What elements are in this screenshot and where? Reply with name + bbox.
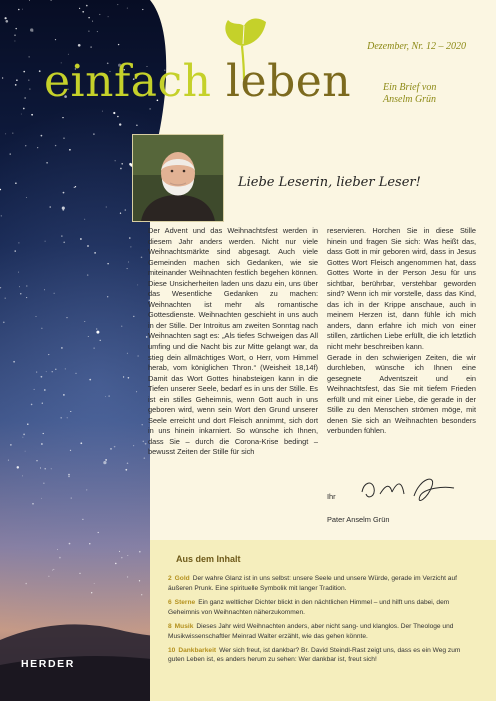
contents-item (168, 598, 476, 617)
publisher-logo: HERDER (21, 658, 75, 670)
handwritten-signature (358, 472, 458, 506)
item-page: 10 (168, 646, 176, 654)
issue-date: Dezember, Nr. 12 – 2020 (367, 41, 466, 52)
letter-column-1 (148, 226, 318, 458)
author-portrait (132, 134, 224, 222)
title-part-leben: leben (225, 56, 352, 107)
item-text: Ein ganz weltlicher Dichter blickt in den nächtlichen Himmel – und hilft uns dabei, dem Geheimnis von Weihnachten näherzukommen. (168, 598, 450, 616)
item-text: Der wahre Glanz ist in uns selbst: unsere Seele und unsere Würde, gerade im Verzicht auf äußeren Prunk. Eine spirituelle Symbolik mit langer Tradition. (168, 575, 457, 592)
item-keyword: Gold (174, 575, 190, 582)
contents-list (168, 574, 476, 670)
author-name: Pater Anselm Grün (327, 515, 390, 524)
title-part-einfach: einfach (44, 56, 212, 107)
item-keyword: Sterne (174, 598, 196, 606)
letter-closing: Ihr (327, 492, 336, 501)
contents-heading: Aus dem Inhalt (176, 554, 241, 564)
item-page: 8 (168, 622, 172, 630)
masthead-subtitle (383, 82, 436, 106)
contents-item (168, 622, 476, 641)
item-keyword: Dankbarkeit (178, 646, 217, 654)
letter-column-2 (327, 226, 476, 437)
letter-paragraph: Der Advent und das Weihnachtsfest werden in diesem Jahr anders werden. Nicht nur viele Weihnachtsmärkte sind abgesagt. Auch viele Gemeinden machen sich Gedanken, wie sie miteinander Weihnachten festlich begehen können. Diese Unsicherheiten laden uns dazu ein, uns über das Wesentliche Gedanken zu machen: Weihnachten ist mehr als romantische Gottesdienste. Weihnachten geschieht in uns auch in der Stille. Der Introitus am zweiten Sonntag nach Weihnachten sagt es: „Als tiefes Schweigen das All umfing und die Nacht bis zur Mitte gelangt war, da stieg dein allmächtiges Wort, o Herr, vom Himmel herab, vom königlichen Thron.“ (Weisheit 18,14f) Damit das Wort Gottes hinabsteigen kann in die Tiefen unserer Seele, bedarf es in uns der Stille. Es ist ein stilles Geheimnis, wenn Gott auch in uns geboren wird, wenn sein Wort den Grund unserer Seele erreicht und dort Fleisch annimmt, sich dort in uns hinein inkarniert. So wünsche ich Ihnen, dass Sie – durch die Corona-Krise bedingt – bewusst Zeiten der Stille für sich (148, 226, 318, 457)
item-text: Dieses Jahr wird Weihnachten anders, aber nicht sang- und klanglos. Der Theologe und Musikwissenschaftler Meinrad Walter erzählt, wie das gehen könnte. (168, 622, 454, 640)
letter-paragraph: reservieren. Horchen Sie in diese Stille hinein und fragen Sie sich: Was heißt das, dass Gott in mir geboren wird, dass in Jesus Gottes Wort Fleisch angenommen hat, dass Gottes Worte in der Person Jesu für uns sichtbar, berührbar, verstehbar geworden sind? Wenn ich mir vorstelle, dass das Kind, das ich in der Krippe anschaue, auch in meinem Herzen ist, dann fühle ich mich anders, dann erfahre ich mich von einer stillen, zärtlichen Liebe erfüllt, die ich letztlich nicht mehr beschreiben kann. (327, 226, 476, 352)
letter-paragraph: Gerade in den schwierigen Zeiten, die wir durchleben, wünsche ich Ihnen eine gesegnete Adventszeit und ein Weihnachtsfest, das Sie mit tiefem Frieden erfüllt und mit einer Liebe, die gerade in der Stille zu den Menschen strömen möge, mit denen Sie sich an Weihnachten besonders verbunden fühlen. (327, 352, 476, 436)
subtitle-line-1: Ein Brief von (383, 82, 437, 93)
item-keyword: Musik (174, 622, 194, 630)
item-page: 6 (168, 598, 172, 606)
letter-greeting: Liebe Leserin, lieber Leser! (238, 175, 421, 190)
masthead-title (44, 56, 352, 107)
contents-item (168, 646, 476, 665)
item-page: 2 (168, 575, 172, 582)
contents-item (168, 574, 476, 593)
item-text: Wer sich freut, ist dankbar? Br. David Steindl-Rast zeigt uns, dass es ein Weg zum guten Leben ist, es anders herum zu sehen: Wer dankbar ist, freut sich! (168, 646, 461, 664)
subtitle-line-2: Anselm Grün (383, 94, 437, 105)
